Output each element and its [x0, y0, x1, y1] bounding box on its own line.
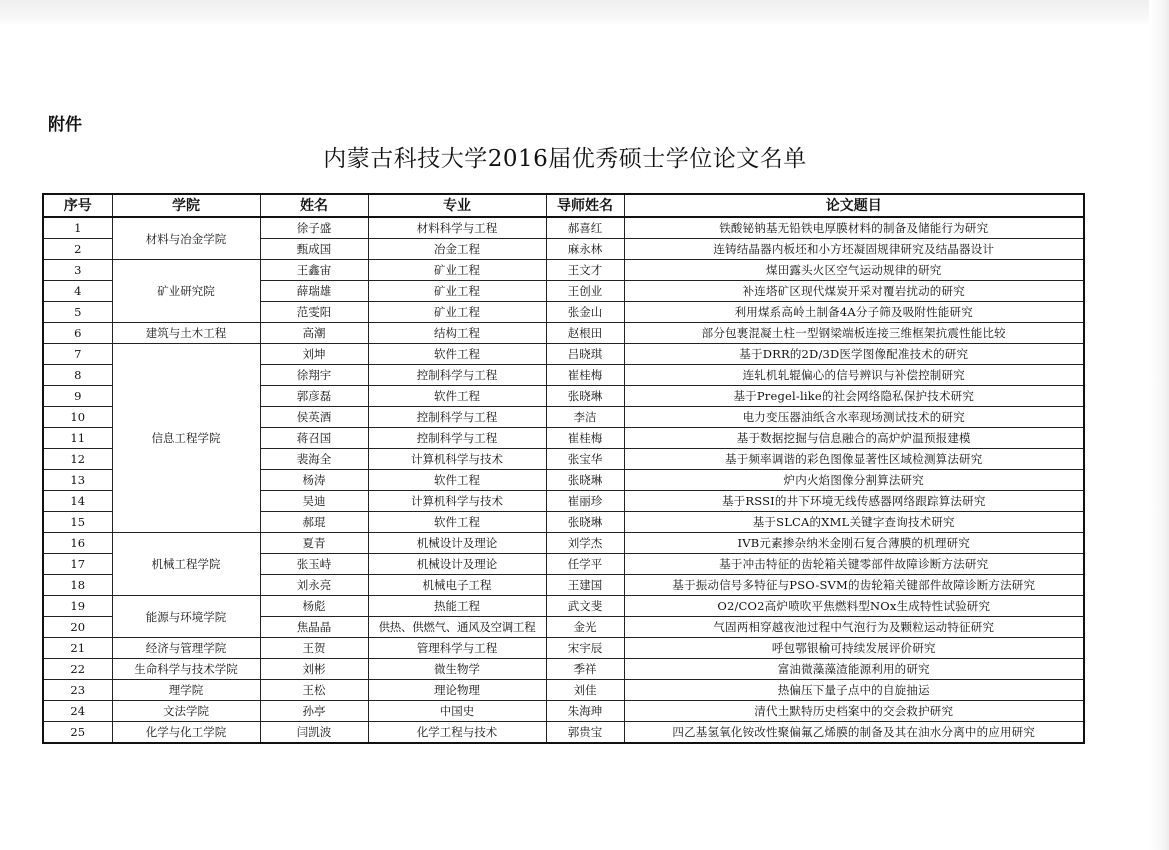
- cell-thesis-title: 连铸结晶器内板坯和小方坯凝固规律研究及结晶器设计: [624, 239, 1084, 260]
- cell-major: 供热、供燃气、通风及空调工程: [368, 617, 546, 638]
- cell-school: 经济与管理学院: [112, 638, 260, 659]
- cell-serial-no: 13: [43, 470, 112, 491]
- cell-serial-no: 6: [43, 323, 112, 344]
- cell-school: 信息工程学院: [112, 344, 260, 533]
- cell-thesis-title: 基于频率调谐的彩色图像显著性区域检测算法研究: [624, 449, 1084, 470]
- cell-serial-no: 3: [43, 260, 112, 281]
- cell-student-name: 张玉峙: [260, 554, 368, 575]
- cell-serial-no: 2: [43, 239, 112, 260]
- cell-serial-no: 22: [43, 659, 112, 680]
- cell-thesis-title: 基于DRR的2D/3D医学图像配准技术的研究: [624, 344, 1084, 365]
- cell-advisor: 宋宇辰: [546, 638, 624, 659]
- header-school: 学院: [112, 194, 260, 217]
- cell-serial-no: 7: [43, 344, 112, 365]
- cell-school: 材料与冶金学院: [112, 217, 260, 260]
- cell-major: 软件工程: [368, 512, 546, 533]
- cell-student-name: 裴海全: [260, 449, 368, 470]
- cell-serial-no: 10: [43, 407, 112, 428]
- cell-serial-no: 5: [43, 302, 112, 323]
- cell-advisor: 李洁: [546, 407, 624, 428]
- cell-serial-no: 17: [43, 554, 112, 575]
- cell-thesis-title: 铁酸铋钠基无铅铁电厚膜材料的制备及储能行为研究: [624, 217, 1084, 239]
- cell-major: 热能工程: [368, 596, 546, 617]
- cell-advisor: 刘佳: [546, 680, 624, 701]
- cell-thesis-title: 气固两相穿越夜池过程中气泡行为及颗粒运动特征研究: [624, 617, 1084, 638]
- cell-major: 化学工程与技术: [368, 722, 546, 744]
- table-row: [43, 344, 1084, 365]
- cell-major: 结构工程: [368, 323, 546, 344]
- cell-student-name: 闫凯波: [260, 722, 368, 744]
- table-row: [43, 638, 1084, 659]
- cell-serial-no: 1: [43, 217, 112, 239]
- cell-student-name: 刘彬: [260, 659, 368, 680]
- cell-advisor: 郭贵宝: [546, 722, 624, 744]
- cell-school: 建筑与土木工程: [112, 323, 260, 344]
- cell-advisor: 武文斐: [546, 596, 624, 617]
- header-advisor: 导师姓名: [546, 194, 624, 217]
- table-row: [43, 323, 1084, 344]
- table-row: [43, 680, 1084, 701]
- cell-thesis-title: 电力变压器油纸含水率现场测试技术的研究: [624, 407, 1084, 428]
- cell-serial-no: 12: [43, 449, 112, 470]
- cell-student-name: 焦晶晶: [260, 617, 368, 638]
- cell-advisor: 朱海珅: [546, 701, 624, 722]
- cell-student-name: 蒋召国: [260, 428, 368, 449]
- cell-school: 生命科学与技术学院: [112, 659, 260, 680]
- thesis-roster-table: [42, 193, 1085, 744]
- cell-thesis-title: 基于冲击特征的齿轮箱关键零部件故障诊断方法研究: [624, 554, 1084, 575]
- header-major: 专业: [368, 194, 546, 217]
- cell-thesis-title: 煤田露头火区空气运动规律的研究: [624, 260, 1084, 281]
- cell-serial-no: 23: [43, 680, 112, 701]
- cell-thesis-title: 补连塔矿区现代煤炭开采对覆岩扰动的研究: [624, 281, 1084, 302]
- cell-advisor: 张金山: [546, 302, 624, 323]
- cell-thesis-title: 呼包鄂银榆可持续发展评价研究: [624, 638, 1084, 659]
- cell-advisor: 崔桂梅: [546, 365, 624, 386]
- cell-student-name: 王贺: [260, 638, 368, 659]
- cell-advisor: 郝喜红: [546, 217, 624, 239]
- cell-school: 能源与环境学院: [112, 596, 260, 638]
- cell-thesis-title: 基于RSSI的井下环境无线传感器网络跟踪算法研究: [624, 491, 1084, 512]
- cell-thesis-title: 基于SLCA的XML关键字查询技术研究: [624, 512, 1084, 533]
- header-serial-no: 序号: [43, 194, 112, 217]
- cell-student-name: 王松: [260, 680, 368, 701]
- cell-thesis-title: 热偏压下量子点中的自旋抽运: [624, 680, 1084, 701]
- cell-advisor: 王文才: [546, 260, 624, 281]
- cell-major: 机械电子工程: [368, 575, 546, 596]
- cell-student-name: 孙亭: [260, 701, 368, 722]
- cell-advisor: 吕晓琪: [546, 344, 624, 365]
- cell-major: 矿业工程: [368, 260, 546, 281]
- cell-major: 冶金工程: [368, 239, 546, 260]
- table-row: [43, 722, 1084, 744]
- table-row: [43, 260, 1084, 281]
- cell-school: 矿业研究院: [112, 260, 260, 323]
- cell-thesis-title: 炉内火焰图像分割算法研究: [624, 470, 1084, 491]
- header-name: 姓名: [260, 194, 368, 217]
- cell-serial-no: 24: [43, 701, 112, 722]
- cell-advisor: 刘学杰: [546, 533, 624, 554]
- cell-serial-no: 14: [43, 491, 112, 512]
- cell-serial-no: 11: [43, 428, 112, 449]
- cell-major: 材料科学与工程: [368, 217, 546, 239]
- cell-major: 理论物理: [368, 680, 546, 701]
- cell-student-name: 侯英酒: [260, 407, 368, 428]
- cell-advisor: 任学平: [546, 554, 624, 575]
- cell-thesis-title: 基于Pregel-like的社会网络隐私保护技术研究: [624, 386, 1084, 407]
- cell-school: 理学院: [112, 680, 260, 701]
- cell-major: 机械设计及理论: [368, 533, 546, 554]
- cell-major: 矿业工程: [368, 281, 546, 302]
- cell-advisor: 麻永林: [546, 239, 624, 260]
- cell-advisor: 崔桂梅: [546, 428, 624, 449]
- table-row: [43, 659, 1084, 680]
- cell-thesis-title: 富油微藻藻渣能源利用的研究: [624, 659, 1084, 680]
- cell-serial-no: 19: [43, 596, 112, 617]
- cell-student-name: 徐翔宇: [260, 365, 368, 386]
- table-row: [43, 533, 1084, 554]
- cell-student-name: 刘坤: [260, 344, 368, 365]
- cell-advisor: 张晓琳: [546, 386, 624, 407]
- cell-major: 中国史: [368, 701, 546, 722]
- cell-major: 机械设计及理论: [368, 554, 546, 575]
- table-row: [43, 217, 1084, 239]
- cell-serial-no: 9: [43, 386, 112, 407]
- cell-advisor: 崔丽珍: [546, 491, 624, 512]
- cell-thesis-title: O2/CO2高炉喷吹平焦燃料型NOx生成特性试验研究: [624, 596, 1084, 617]
- cell-advisor: 张晓琳: [546, 512, 624, 533]
- cell-student-name: 吴迪: [260, 491, 368, 512]
- cell-student-name: 夏青: [260, 533, 368, 554]
- cell-student-name: 甄成国: [260, 239, 368, 260]
- cell-major: 计算机科学与技术: [368, 491, 546, 512]
- cell-student-name: 王鑫宙: [260, 260, 368, 281]
- cell-advisor: 王建国: [546, 575, 624, 596]
- cell-serial-no: 15: [43, 512, 112, 533]
- cell-serial-no: 16: [43, 533, 112, 554]
- cell-major: 软件工程: [368, 470, 546, 491]
- cell-serial-no: 21: [43, 638, 112, 659]
- cell-major: 计算机科学与技术: [368, 449, 546, 470]
- cell-thesis-title: 利用煤系高岭土制备4A分子筛及吸附性能研究: [624, 302, 1084, 323]
- cell-thesis-title: 基于振动信号多特征与PSO-SVM的齿轮箱关键部件故障诊断方法研究: [624, 575, 1084, 596]
- header-thesis-title: 论文题目: [624, 194, 1084, 217]
- cell-serial-no: 4: [43, 281, 112, 302]
- cell-serial-no: 20: [43, 617, 112, 638]
- cell-student-name: 杨彪: [260, 596, 368, 617]
- cell-school: 机械工程学院: [112, 533, 260, 596]
- cell-major: 控制科学与工程: [368, 407, 546, 428]
- cell-thesis-title: IVB元素掺杂纳米金刚石复合薄膜的机理研究: [624, 533, 1084, 554]
- document-title: 内蒙古科技大学2016届优秀硕士学位论文名单: [323, 146, 807, 172]
- cell-advisor: 金光: [546, 617, 624, 638]
- cell-student-name: 郝琨: [260, 512, 368, 533]
- cell-major: 管理科学与工程: [368, 638, 546, 659]
- cell-student-name: 杨涛: [260, 470, 368, 491]
- scan-edge-right: [1149, 0, 1169, 850]
- cell-thesis-title: 连轧机轧辊偏心的信号辨识与补偿控制研究: [624, 365, 1084, 386]
- attachment-label: 附件: [48, 115, 82, 135]
- cell-thesis-title: 部分包裹混凝土柱一型钢梁端板连接三维框架抗震性能比较: [624, 323, 1084, 344]
- cell-serial-no: 18: [43, 575, 112, 596]
- cell-major: 控制科学与工程: [368, 365, 546, 386]
- cell-serial-no: 8: [43, 365, 112, 386]
- cell-student-name: 郭彦磊: [260, 386, 368, 407]
- cell-major: 矿业工程: [368, 302, 546, 323]
- cell-major: 软件工程: [368, 386, 546, 407]
- cell-student-name: 范雯阳: [260, 302, 368, 323]
- cell-advisor: 王创业: [546, 281, 624, 302]
- table-row: [43, 596, 1084, 617]
- cell-advisor: 张晓琳: [546, 470, 624, 491]
- cell-school: 化学与化工学院: [112, 722, 260, 744]
- cell-school: 文法学院: [112, 701, 260, 722]
- cell-advisor: 季祥: [546, 659, 624, 680]
- cell-major: 微生物学: [368, 659, 546, 680]
- cell-advisor: 张宝华: [546, 449, 624, 470]
- cell-student-name: 徐子盛: [260, 217, 368, 239]
- cell-thesis-title: 清代土默特历史档案中的交会救护研究: [624, 701, 1084, 722]
- cell-major: 控制科学与工程: [368, 428, 546, 449]
- table-row: [43, 701, 1084, 722]
- cell-thesis-title: 基于数据挖掘与信息融合的高炉炉温预报建模: [624, 428, 1084, 449]
- scan-edge-top: [0, 0, 1169, 26]
- cell-student-name: 刘永亮: [260, 575, 368, 596]
- table-header-row: [43, 194, 1084, 217]
- table-body: [43, 217, 1084, 743]
- cell-student-name: 薛瑞雄: [260, 281, 368, 302]
- cell-advisor: 赵根田: [546, 323, 624, 344]
- cell-thesis-title: 四乙基氢氧化铵改性聚偏氟乙烯膜的制备及其在油水分离中的应用研究: [624, 722, 1084, 744]
- cell-serial-no: 25: [43, 722, 112, 744]
- cell-major: 软件工程: [368, 344, 546, 365]
- cell-student-name: 高潮: [260, 323, 368, 344]
